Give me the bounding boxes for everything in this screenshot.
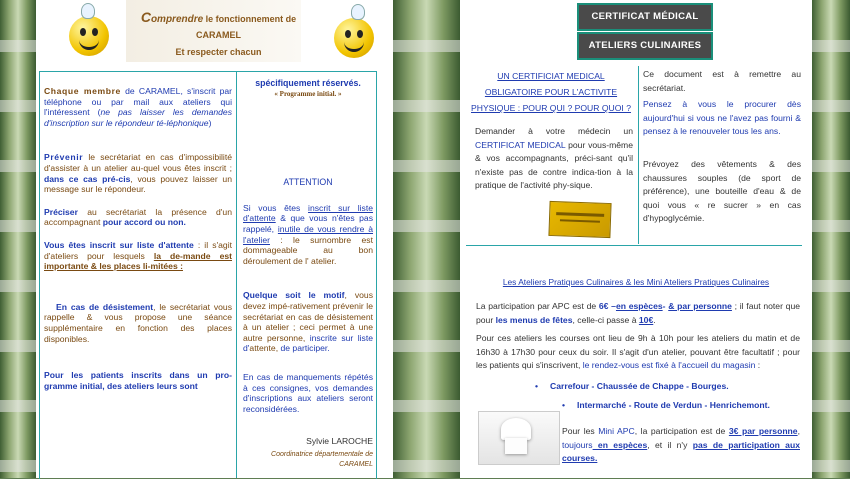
p3-bold: pour accord ou non.	[102, 217, 186, 228]
p3-text: au secrétariat la présence d'un accompagnant	[44, 206, 232, 228]
middle-column	[243, 78, 373, 471]
p2-rest: , vous pouvez laisser un message sur le répondeur.	[44, 173, 232, 195]
c2-b: le rendez-vous est fixé à l'accueil du magasin	[582, 360, 756, 371]
mini-a: Pour les	[562, 426, 599, 436]
cert-p-b: CERTIFICAT MEDICAL	[475, 139, 566, 150]
prevenir-text: Prévenir	[44, 152, 84, 163]
m2-d: attente,	[249, 343, 281, 354]
left-page	[36, 0, 393, 478]
m2-a: Quelque soit le motif	[243, 290, 345, 301]
culinaires-paragraph-1	[476, 300, 800, 327]
m1-f: : le surnombre est dommageable au bon déroulement de l' atelier.	[243, 234, 373, 266]
store-item-2	[562, 400, 770, 410]
mini-f: ,	[797, 426, 800, 436]
signature-role: Coordinatrice départementale de CARAMEL	[271, 450, 373, 469]
mini-apc-paragraph	[562, 425, 800, 466]
left-paragraph-2	[44, 152, 232, 194]
p5-text: , le secrétariat vous rappelle & vous propose une séance supplémentaire en fonction des places disponibles.	[44, 301, 232, 344]
smiley-left-icon	[69, 16, 109, 56]
certificat-title-line-3: PHYSIQUE : POUR QUI ? POUR QUOI ?	[471, 103, 631, 113]
left-column	[44, 86, 232, 391]
mini-g: toujours	[562, 439, 593, 450]
store-item-1	[535, 381, 729, 391]
hat-band	[505, 438, 527, 454]
certificat-document-image	[548, 201, 611, 238]
mini-j: pas de participation aux courses.	[562, 439, 800, 464]
document-label-2	[560, 219, 600, 222]
cert-p-c: pour vous-même & vos accompagnants, préci-sant qu'il n'existe pas de contre indica-tion à la pratique de l'activité phy-sique.	[475, 139, 633, 191]
certificat-title-line-2: OBLIGATOIRE POUR L'ACTIVITE	[484, 87, 618, 97]
lightbulb-left-icon	[81, 3, 95, 19]
hat-shape	[501, 418, 531, 440]
p1-text: de CARAMEL, s'inscrit par téléphone ou par mail aux ateliers qui l'intéressent (	[44, 86, 233, 118]
bullet-icon-1: •	[535, 381, 539, 391]
left-paragraph-4	[44, 240, 232, 272]
liste-attente-text: Vous êtes inscrit sur liste d'attente	[44, 239, 194, 250]
certificat-divider	[638, 66, 639, 244]
mini-d: 3€	[728, 426, 739, 436]
mini-e: par personne	[738, 426, 798, 436]
programme-initial-text: « Programme initial. »	[274, 89, 342, 98]
left-paragraph-1	[44, 86, 232, 128]
ateliers-culinaires-button[interactable]: ATELIERS CULINAIRES	[577, 32, 713, 60]
middle-paragraph-2	[243, 290, 373, 354]
section-divider	[466, 245, 802, 246]
certificat-paragraph	[475, 125, 633, 193]
store-1-text: Carrefour - Chaussée de Chappe - Bourges.	[550, 381, 729, 391]
c2-a: Pour ces ateliers les courses ont lieu de 9h à 10h pour les ateliers du matin et de 16h30 à 17h30 pour ceux du soir. Il s'agit d'un atelier, pouvant être facultatif ; pour les patients qui s'inscrivent,	[476, 333, 800, 371]
store-2-text: Intermarché - Route de Verdun - Henrichemont.	[577, 400, 770, 410]
attention-heading: ATTENTION	[283, 177, 333, 188]
p1-note: ne pas laisser les demandes d'inscription sur le répondeur té-léphonique	[44, 107, 232, 128]
p2-text: le secrétariat en cas d'impossibilité d'assister à un atelier au-quel vous êtes inscrit ;	[44, 152, 232, 173]
m2-e: de participer.	[280, 343, 330, 354]
c1-a: La participation par APC est de	[476, 301, 599, 311]
preciser-text: Préciser	[44, 206, 78, 217]
reserved-text: spécifiquement réservés.	[255, 78, 361, 88]
c1-c: –	[608, 301, 616, 311]
certificat-title	[470, 68, 632, 116]
mini-i: , et il n'y	[647, 439, 693, 450]
c1-g: ; il faut noter que pour	[476, 301, 801, 325]
title-suffix: le fonctionnement de	[203, 14, 297, 24]
culinaires-title: Les Ateliers Pratiques Culinaires & les Mini Ateliers Pratiques Culinaires	[502, 277, 770, 287]
p1-close: )	[208, 117, 212, 128]
c1-i: , celle-ci passe à	[572, 314, 639, 325]
document-label	[556, 212, 604, 217]
c1-j: 10€	[638, 314, 654, 325]
chef-hat-image	[478, 411, 560, 465]
lightbulb-right-icon	[351, 4, 365, 20]
certificat-title-line-1: UN CERTIFICIAT MEDICAL	[497, 71, 605, 81]
left-paragraph-3	[44, 207, 232, 228]
column-divider	[236, 71, 237, 478]
p6-text: Pour les patients inscrits dans un pro-gramme initial, des ateliers leurs sont	[44, 370, 232, 391]
certificat-right-3: Prévoyez des vêtements & des chaussures souples (de sport de préférence), une bouteille d'eau & de quoi vous « re sucrer » en cas d'hypoglycémie.	[643, 159, 801, 224]
c2-c: :	[755, 360, 761, 371]
left-paragraph-5	[44, 302, 232, 344]
left-paragraph-6	[44, 370, 232, 391]
m1-b: inscrit sur liste d'attente	[243, 202, 374, 224]
mini-h: en espèces	[592, 439, 648, 450]
middle-paragraph-3: En cas de manquements répétés à ces consignes, vos demandes d'inscriptions aux ateliers seront reconsidérées.	[243, 371, 373, 414]
header-title	[136, 9, 301, 25]
smiley-right-icon	[334, 18, 374, 58]
m2-b: , vous devez impé-rativement prévenir le secrétariat en cas de désistement à un atelier ; ceci permet à une autre personne,	[243, 290, 373, 343]
header-subtitle: Et respecter chacun	[175, 47, 262, 57]
background-strip-middle	[393, 0, 460, 478]
middle-paragraph-1	[243, 203, 373, 267]
culinaires-paragraph-2	[476, 332, 800, 373]
m1-a: Si vous êtes	[243, 202, 309, 213]
header-brand: CARAMEL	[196, 30, 241, 40]
p2-bold: dans ce cas pré-cis	[44, 173, 131, 184]
certificat-right-1: Ce document est à remettre au secrétariat.	[643, 69, 801, 93]
title-initial: C	[140, 9, 151, 25]
background-strip-right	[812, 0, 850, 478]
p4-text: : il s'agit d'ateliers pour lesquels	[44, 239, 232, 261]
m1-c: & que vous n'êtes	[275, 213, 360, 224]
desistement-text: En cas de désistement	[56, 301, 154, 312]
certificat-right-2: Pensez à vous le procurer dès aujourd'hui si vous ne l'avez pas fourni & pensez à le renouveler tous les ans.	[643, 99, 801, 137]
c1-b: 6€	[598, 301, 609, 311]
certificat-medical-button[interactable]: CERTIFICAT MÉDICAL	[577, 3, 713, 31]
c1-f: & par personne	[668, 301, 732, 311]
title-word: omprendre	[150, 14, 204, 25]
c1-h: les menus de fêtes	[495, 314, 573, 325]
mini-b: Mini APC	[598, 426, 635, 436]
c1-e: -	[662, 301, 669, 311]
mini-c: , la participation est de	[634, 426, 729, 436]
m2-c: inscrite sur liste d'	[243, 332, 373, 354]
chaque-membre-text: Chaque membre	[44, 86, 121, 96]
p4-bold: la de-mande est importante & les places li-mitées :	[44, 250, 232, 272]
signature-name: Sylvie LAROCHE	[306, 436, 373, 447]
cert-p-a: Demander à votre médecin un	[475, 126, 633, 136]
bullet-icon-2: •	[562, 400, 566, 410]
c1-k: .	[653, 314, 656, 325]
m1-d: pas rappelé,	[243, 213, 373, 234]
m1-e: inutile de vous rendre à l'atelier	[243, 223, 373, 245]
background-strip-left	[0, 0, 36, 478]
c1-d: en espèces	[615, 301, 663, 311]
